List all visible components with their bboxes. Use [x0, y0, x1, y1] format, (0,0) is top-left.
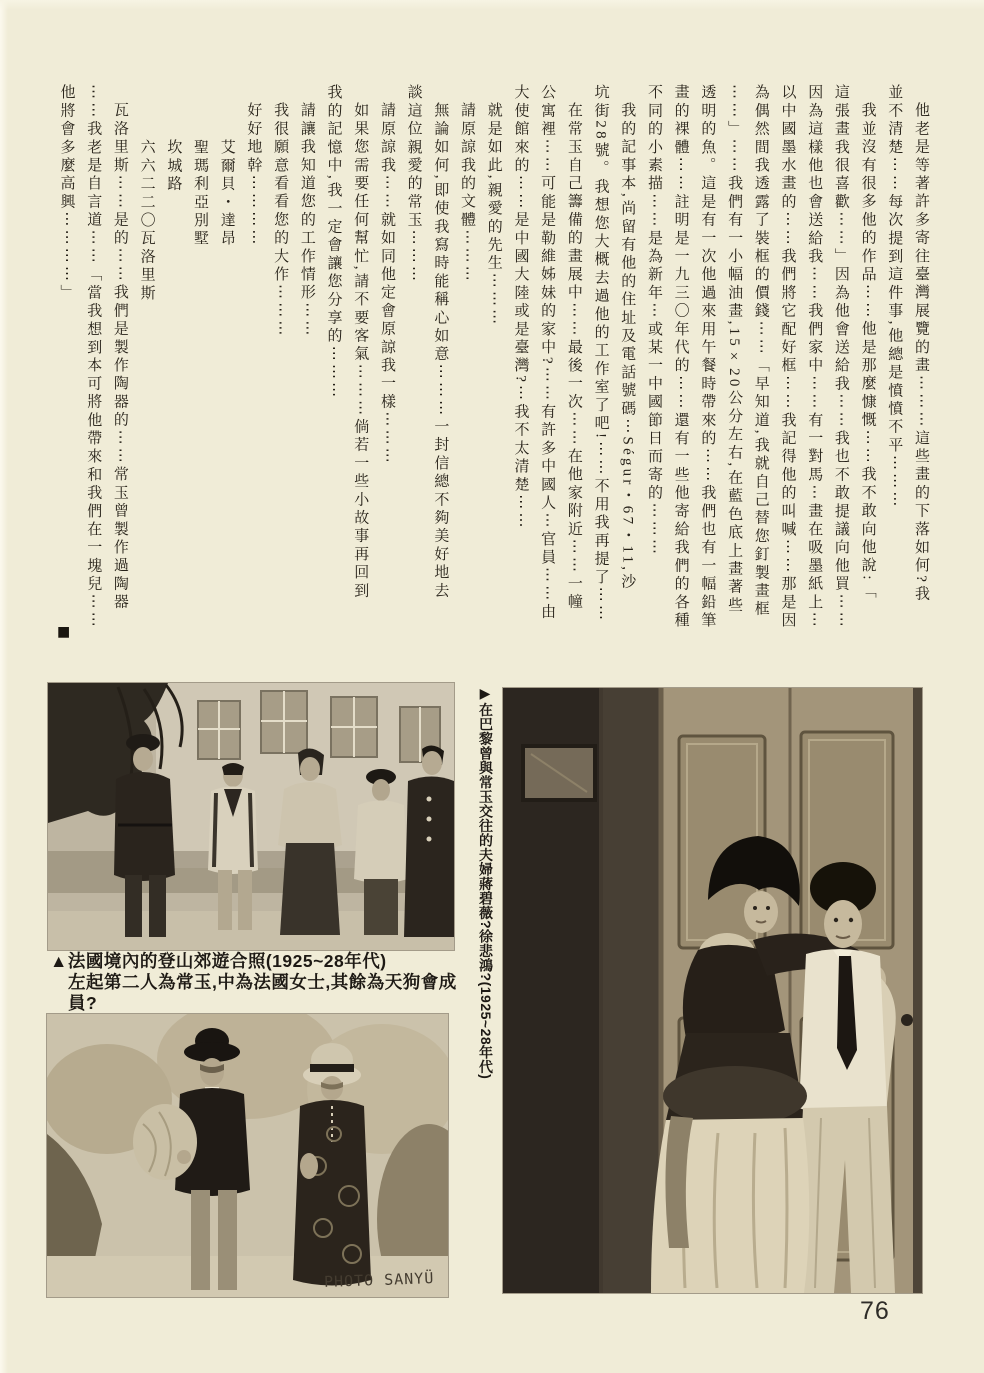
article-column: 他老是等著許多寄往臺灣展覽的畫⋯⋯⋯這些畫的下落如何?我	[913, 102, 929, 604]
article-column: 這張畫我很喜歡⋯⋯」因為他會送給我⋯⋯我也不敢提議向他買⋯⋯	[832, 84, 849, 630]
article-column: 透明的魚。這是有一次他過來用午餐時帶來的⋯⋯我們也有一幅鉛筆	[699, 84, 716, 630]
article-column: 他將會多麼高興⋯⋯⋯⋯」	[58, 84, 75, 303]
article-column: 公寓裡⋯⋯可能是勒維姊妹的家中?⋯⋯有許多中國人⋯官員⋯⋯由	[539, 84, 556, 622]
article-column: 為偶然間我透露了裝框的價錢⋯⋯「早知道,我就自己替您釘製畫框	[752, 84, 769, 619]
article-column: 以中國墨水畫的⋯⋯我們將它配好框⋯⋯我記得他的叫喊⋯⋯那是因	[779, 84, 796, 630]
photo-couple-at-door	[503, 688, 922, 1293]
article-column: 我很願意看看您的大作⋯⋯⋯	[272, 102, 289, 339]
end-of-article-marker: ■	[57, 624, 71, 640]
article-column: 請讓我知道您的工作情形⋯⋯	[298, 102, 315, 339]
article-column: 六六二二〇瓦洛里斯	[138, 138, 155, 303]
article-column: 我的記憶中,我一定會讓您分享的⋯⋯⋯	[325, 84, 342, 401]
hiking-group-illustration	[48, 683, 454, 950]
article-column: ⋯⋯我老是自言道⋯⋯「當我想到本可將他帶來和我們在一塊兒⋯⋯	[85, 84, 102, 630]
photo-credit-handwriting: PHOTO SANYÜ	[323, 1269, 435, 1291]
photo-couple-outdoor	[47, 1014, 448, 1297]
caption-photo3: ▶在巴黎曾與常玉交往的夫婦蔣碧薇?徐悲鴻?(1925~28年代)	[478, 686, 494, 1080]
article-column: 並不清楚⋯⋯每次提到這件事,他總是憤憤不平⋯⋯⋯	[886, 84, 903, 510]
article-column: 我的記事本,尚留有他的住址及電話號碼⋯Ségur・67・11,沙	[619, 102, 636, 592]
couple-outdoor-illustration	[47, 1014, 448, 1297]
article-column: 請原諒我的文體⋯⋯⋯	[459, 102, 476, 285]
article-column: 我並沒有很多他的作品⋯⋯他是那麼慷慨⋯⋯我不敢向他說:「	[859, 102, 876, 602]
article-column: 不同的小素描⋯⋯是為新年⋯或某一中國節日而寄的⋯⋯⋯	[645, 84, 662, 558]
couple-at-door-illustration	[503, 688, 922, 1293]
article-column: 無論如何,即使我寫時能稱心如意⋯⋯⋯一封信總不夠美好地去	[432, 102, 449, 601]
page-number: 76	[860, 1297, 890, 1325]
caption-photo1-line1: ▲法國境內的登山郊遊合照(1925~28年代)	[50, 951, 387, 971]
article-column: 因為這樣他也會送給我⋯⋯我們家中⋯⋯有一對馬⋯畫在吸墨紙上⋯	[806, 84, 823, 630]
caption-photo1-line2: 左起第二人為常玉,中為法國女士,其餘為天狗會成員?	[68, 972, 457, 1013]
article-column: 聖瑪利亞別墅	[192, 138, 209, 249]
article-column: 瓦洛里斯⋯⋯是的⋯⋯我們是製作陶器的⋯⋯常玉曾製作過陶器	[111, 102, 128, 612]
article-column: 在常玉自己籌備的畫展中⋯⋯最後一次⋯⋯在他家附近⋯⋯一幢	[565, 102, 582, 612]
article-column: 好好地幹⋯⋯⋯⋯	[245, 102, 262, 248]
photo-hiking-group	[48, 683, 454, 950]
article-column: 談這位親愛的常玉⋯⋯⋯	[405, 84, 422, 285]
article-column: 如果您需要任何幫忙,請不要客氣⋯⋯⋯倘若一些小故事再回到	[352, 102, 369, 601]
article-column: 就是如此,親愛的先生⋯⋯⋯	[485, 102, 502, 328]
letter-text-block	[52, 84, 934, 664]
article-column: 坑街28號。我想您大概去過他的工作室了吧!⋯⋯不用我再提了⋯⋯	[592, 84, 609, 624]
article-column: 請原諒我⋯⋯就如同他定會原諒我一樣⋯⋯⋯	[378, 102, 395, 467]
article-column: 坎城路	[165, 138, 182, 194]
article-column: 大使館來的⋯⋯是中國大陸或是臺灣?⋯我不太清楚⋯⋯	[512, 84, 529, 531]
article-column: ⋯⋯」⋯⋯我們有一小幅油畫,15×20公分左右,在藍色底上畫著些	[726, 84, 743, 615]
article-column: 艾爾貝・達昂	[218, 138, 235, 249]
article-column: 畫的裸體⋯⋯註明是一九三〇年代的⋯⋯還有一些他寄給我們的各種	[672, 84, 689, 630]
